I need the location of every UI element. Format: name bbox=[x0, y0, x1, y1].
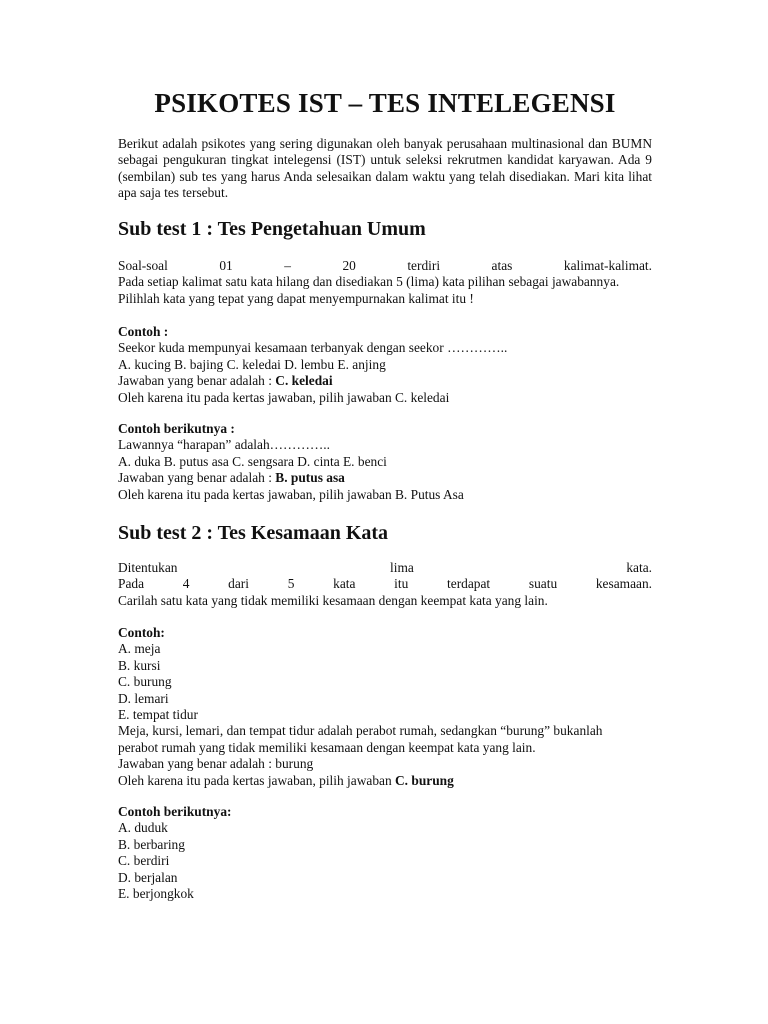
subtest-2-example-1 bbox=[118, 625, 652, 789]
example-label: Contoh: bbox=[118, 625, 165, 640]
document-title: PSIKOTES IST – TES INTELEGENSI bbox=[154, 88, 616, 118]
subtest-1-example-2 bbox=[118, 421, 652, 503]
subtest-2-desc-line-1: Ditentukan lima kata. bbox=[118, 560, 652, 575]
intro-paragraph: Berikut adalah psikotes yang sering digunakan oleh banyak perusahaan multinasional dan BUMN sebagai pengukuran tingkat intelegensi (IST) untuk seleksi rekrutmen kandidat karyawan. Ada 9 (sembilan) sub tes yang harus Anda selesaikan dalam waktu yang telah disediakan. Mari kita lihat apa saja tes tersebut. bbox=[118, 136, 652, 201]
example-explanation-line-2: perabot rumah yang tidak memiliki kesamaan dengan keempat kata yang lain. bbox=[118, 739, 536, 755]
option-item: D. lemari bbox=[118, 690, 169, 706]
subtest-2-desc-line-2: Pada 4 dari 5 kata itu terdapat suatu kesamaan. bbox=[118, 576, 652, 592]
option-item: E. tempat tidur bbox=[118, 707, 198, 723]
example-options: A. duka B. putus asa C. sengsara D. cinta E. benci bbox=[118, 453, 387, 469]
option-item: B. kursi bbox=[118, 657, 161, 673]
example-note: Oleh karena itu pada kertas jawaban, pilih jawaban C. burung bbox=[118, 772, 454, 788]
subtest-1-example-1 bbox=[118, 324, 652, 406]
subtest-1-desc-line-2: Pada setiap kalimat satu kata hilang dan disediakan 5 (lima) kata pilihan sebagai jawabannya. bbox=[118, 274, 620, 290]
subtest-1-desc-line-3: Pilihlah kata yang tepat yang dapat menyempurnakan kalimat itu ! bbox=[118, 290, 474, 306]
example-note: Oleh karena itu pada kertas jawaban, pilih jawaban B. Putus Asa bbox=[118, 486, 464, 502]
example-answer: B. putus asa bbox=[275, 470, 345, 486]
example-label: Contoh berikutnya: bbox=[118, 804, 232, 819]
subtest-2-desc-line-3: Carilah satu kata yang tidak memiliki kesamaan dengan keempat kata yang lain. bbox=[118, 592, 548, 608]
subtest-1-description bbox=[118, 258, 652, 307]
option-item: A. duduk bbox=[118, 820, 168, 836]
example-question: Seekor kuda mempunyai kesamaan terbanyak dengan seekor ………….. bbox=[118, 340, 508, 356]
example-answer-line: Jawaban yang benar adalah : B. putus asa bbox=[118, 470, 345, 486]
subtest-2-heading: Sub test 2 : Tes Kesamaan Kata bbox=[118, 522, 389, 544]
example-answer-line: Jawaban yang benar adalah : burung bbox=[118, 756, 314, 772]
example-explanation-line-1: Meja, kursi, lemari, dan tempat tidur adalah perabot rumah, sedangkan “burung” bukanlah bbox=[118, 723, 603, 739]
option-item: B. berbaring bbox=[118, 836, 185, 852]
example-answer-line: Jawaban yang benar adalah : C. keledai bbox=[118, 373, 333, 389]
option-item: E. berjongkok bbox=[118, 886, 194, 902]
subtest-2-description bbox=[118, 560, 652, 609]
example-label: Contoh : bbox=[118, 324, 169, 339]
subtest-1-heading: Sub test 1 : Tes Pengetahuan Umum bbox=[118, 218, 426, 240]
example-note: Oleh karena itu pada kertas jawaban, pilih jawaban C. keledai bbox=[118, 389, 450, 405]
option-item: D. berjalan bbox=[118, 869, 178, 885]
example-question: Lawannya “harapan” adalah………….. bbox=[118, 437, 330, 453]
subtest-1-desc-line-1: Soal-soal 01 – 20 terdiri atas kalimat-kalimat. bbox=[118, 258, 652, 273]
example-answer: C. keledai bbox=[275, 373, 333, 389]
example-label: Contoh berikutnya : bbox=[118, 421, 235, 436]
example-answer: C. burung bbox=[395, 772, 454, 788]
option-item: A. meja bbox=[118, 641, 161, 657]
example-options: A. kucing B. bajing C. keledai D. lembu E. anjing bbox=[118, 356, 386, 372]
option-item: C. burung bbox=[118, 674, 172, 690]
option-item: C. berdiri bbox=[118, 853, 170, 869]
subtest-2-example-2 bbox=[118, 804, 652, 902]
